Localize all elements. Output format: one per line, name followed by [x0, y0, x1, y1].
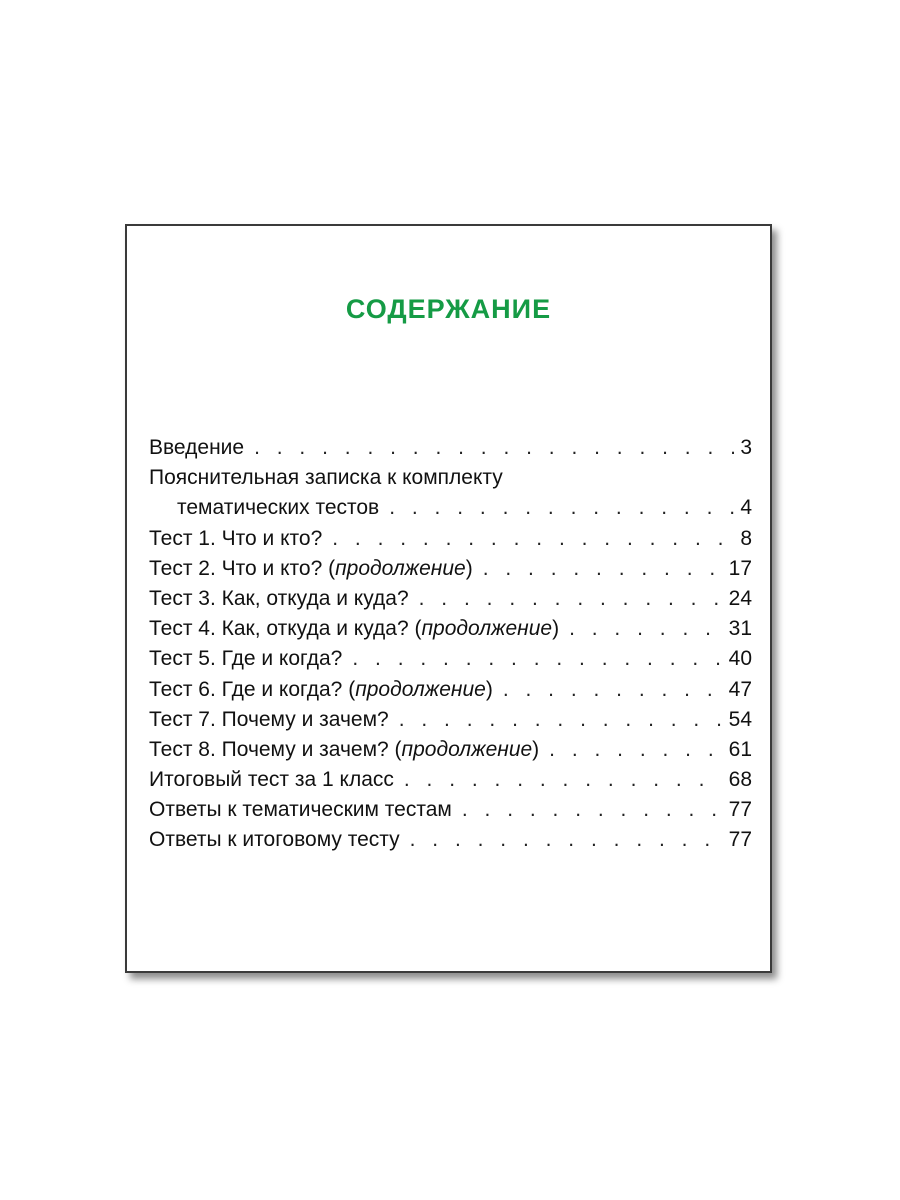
- toc-entry-text: Тест 6. Где и когда? (продолжение): [149, 677, 493, 701]
- toc-entry-test-7: [149, 705, 752, 735]
- toc-entry-text: Тест 5. Где и когда?: [149, 647, 343, 671]
- dot-leader: [389, 493, 734, 523]
- toc-entry-text: Тест 8. Почему и зачем? (продолжение): [149, 737, 540, 761]
- toc-entry-test-4: [149, 614, 752, 644]
- toc-entry-introduction: [149, 433, 752, 463]
- page-title: СОДЕРЖАНИЕ: [345, 294, 552, 324]
- toc-entry-test-6: [149, 675, 752, 705]
- toc-entry-text: Ответы к итоговому тесту: [149, 828, 400, 852]
- toc-page-number: 77: [728, 798, 752, 822]
- toc-entry-answers-thematic: [149, 795, 752, 825]
- dot-leader: [410, 825, 723, 855]
- dot-leader: [483, 554, 723, 584]
- dot-leader: [419, 584, 723, 614]
- toc-entry-final-test: [149, 765, 752, 795]
- toc-entry-explanatory-note: [149, 463, 752, 493]
- toc-entry-text-line1: Пояснительная записка к комплекту: [149, 466, 503, 490]
- dot-leader: [549, 735, 722, 765]
- dot-leader: [332, 524, 734, 554]
- dot-leader: [352, 644, 722, 674]
- dot-leader: [569, 614, 723, 644]
- toc-entry-explanatory-note-cont: [149, 493, 752, 523]
- document-page: [125, 224, 772, 973]
- toc-page-number: 54: [728, 707, 752, 731]
- dot-leader: [404, 765, 723, 795]
- toc-page-number: 8: [740, 526, 752, 550]
- toc-entry-text: Ответы к тематическим тестам: [149, 798, 452, 822]
- table-of-contents: [149, 433, 752, 856]
- toc-entry-test-8: [149, 735, 752, 765]
- toc-entry-text: Тест 2. Что и кто? (продолжение): [149, 556, 473, 580]
- toc-page-number: 77: [728, 828, 752, 852]
- dot-leader: [399, 705, 723, 735]
- toc-page-number: 3: [740, 436, 752, 459]
- toc-page-number: 31: [728, 617, 752, 641]
- dot-leader: [503, 675, 723, 705]
- toc-entry-test-1: [149, 524, 752, 554]
- toc-entry-test-2: [149, 554, 752, 584]
- toc-entry-answers-final: [149, 825, 752, 855]
- toc-page-number: 17: [728, 556, 752, 580]
- toc-entry-text: Тест 7. Почему и зачем?: [149, 707, 389, 731]
- toc-entry-text: Тест 4. Как, откуда и куда? (продолжение): [149, 617, 560, 641]
- toc-page-number: 4: [740, 496, 752, 520]
- toc-page-number: 40: [728, 647, 752, 671]
- toc-page-number: 47: [728, 677, 752, 701]
- toc-entry-text-line2: тематических тестов: [177, 496, 380, 520]
- toc-entry-text: Введение: [149, 436, 245, 459]
- dot-leader: [254, 433, 734, 463]
- toc-entry-text: Тест 3. Как, откуда и куда?: [149, 586, 409, 610]
- toc-entry-text: Итоговый тест за 1 класс: [149, 768, 394, 792]
- toc-entry-test-5: [149, 644, 752, 674]
- toc-page-number: 61: [728, 737, 752, 761]
- dot-leader: [462, 795, 723, 825]
- toc-page-number: 68: [728, 768, 752, 792]
- toc-entry-text: Тест 1. Что и кто?: [149, 526, 323, 550]
- toc-page-number: 24: [728, 586, 752, 610]
- toc-entry-test-3: [149, 584, 752, 614]
